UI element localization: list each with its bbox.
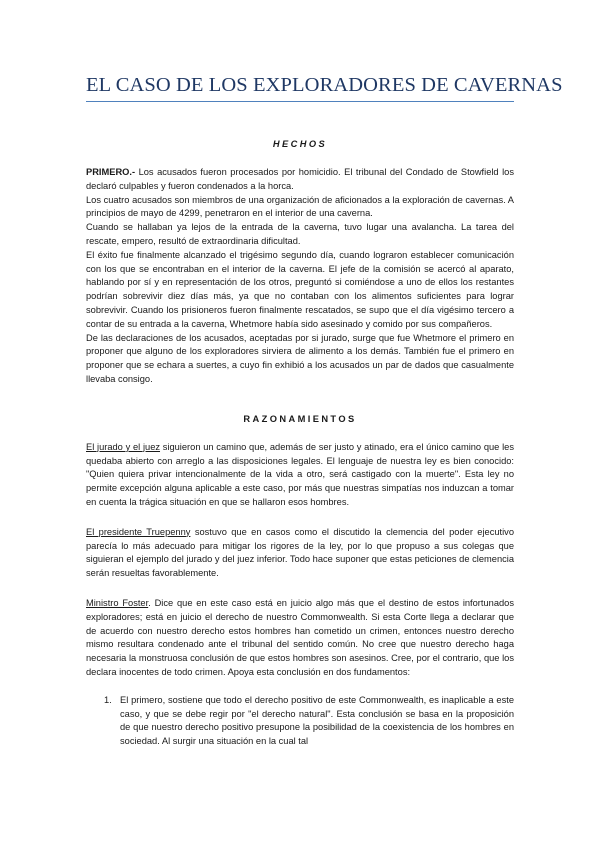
document-title: EL CASO DE LOS EXPLORADORES DE CAVERNAS bbox=[86, 74, 563, 96]
document-body bbox=[86, 139, 514, 749]
list-item-number: 1. bbox=[104, 694, 112, 705]
foster-label: Ministro Foster bbox=[86, 597, 149, 608]
primero-text: Los acusados fueron procesados por homicidio. El tribunal del Condado de Stowfield los declaró culpables y fueron condenados a la horca. bbox=[86, 167, 514, 191]
title-underline bbox=[86, 101, 514, 102]
presidente-label: El presidente Truepenny bbox=[86, 526, 191, 537]
list-item-text: El primero, sostiene que todo el derecho positivo de este Commonwealth, es inaplicable a este caso, y que se debe regir por "el derecho natural". Esta conclusión se basa en la proposición de que nuestro derecho positivo presupone la posibilidad de la coexistencia de los hombres en sociedad. Al surgir una situación en la cual tal bbox=[120, 694, 514, 747]
paragraph-fact-2: Cuando se hallaban ya lejos de la entrada de la caverna, tuvo lugar una avalancha. La tarea del rescate, empero, resultó de extraordinaria dificultad. bbox=[86, 222, 514, 246]
foster-text: . Dice que en este caso está en juicio algo más que el destino de estos infortunados exploradores; está en juicio el derecho de nuestro Commonwealth. Si esta Corte llega a declarar que de acuerdo con nuestro derecho estos hombres han cometido un crimen, entonces nuestro derecho mismo resultara condenado ante el tribunal del sentido común. No cree que nuestro derecho haga necesaria la monstruosa conclusión de que estos hombres son asesinos. Cree, por el contrario, que los declara inocentes de todo crimen. Apoya esta conclusión en dos fundamentos: bbox=[86, 597, 514, 677]
list-item bbox=[86, 694, 514, 749]
jurado-text: siguieron un camino que, además de ser justo y atinado, era el único camino que les quedaba abierto con arreglo a las disposiciones legales. El lenguaje de nuestra ley es bien conocido: "Quien quiera privar intencionalmente de la vida a otro, será castigado con la muerte". Esta ley no permite excepción alguna aplicable a este caso, por más que nuestras simpatías nos induzcan a tomar en cuenta la trágica situación en que se hallaron esos hombres. bbox=[86, 441, 514, 507]
paragraph-fact-4: De las declaraciones de los acusados, aceptadas por si jurado, surge que fue Whetmore el primero en proponer que alguno de los exploradores sirviera de alimento a los demás. También fue el primero en proponer que se echara a suertes, a cuyo fin exhibió a los acusados un par de dados que casualmente llevaba consigo. bbox=[86, 332, 514, 384]
jurado-label: El jurado y el juez bbox=[86, 441, 161, 452]
paragraph-fact-3: El éxito fue finalmente alcanzado el trigésimo segundo día, cuando lograron establecer comunicación con los que se encontraban en el interior de la caverna. El jefe de la comisión se acercó al aparato, hablando por sí y en representación de los otros, preguntó si comiéndose a uno de ellos los restantes podrían sobrevivir diez días más, ya que no contaban con los alimentos suficientes para lograr sobrevivir. Cuando los prisioneros fueron finalmente rescatados, se supo que el día vigésimo tercero a contar de su entrada a la caverna, Whetmore había sido asesinado y comido por sus compañeros. bbox=[86, 249, 514, 329]
paragraph-presidente bbox=[86, 526, 514, 581]
section-header-hechos: HECHOS bbox=[272, 139, 328, 149]
primero-label: PRIMERO.- bbox=[86, 167, 136, 177]
paragraph-primero bbox=[86, 166, 514, 194]
paragraph-fact-1: Los cuatro acusados son miembros de una organización de aficionados a la exploración de cavernas. A principios de mayo de 4299, penetraron en el interior de una caverna. bbox=[86, 194, 514, 219]
paragraph-jurado bbox=[86, 441, 514, 510]
section-header-razonamientos: RAZONAMIENTOS bbox=[243, 413, 357, 424]
paragraph-foster bbox=[86, 597, 514, 680]
fundamentos-list bbox=[86, 694, 514, 749]
presidente-text: sostuvo que en casos como el discutido la clemencia del poder ejecutivo parecía lo más adecuado para mitigar los rigores de la ley, por lo que propuso a sus colegas que siguieran el ejemplo del jurado y del juez inferior. Todo hace suponer que estas peticiones de clemencia serán resueltas favorablemente. bbox=[86, 526, 515, 579]
